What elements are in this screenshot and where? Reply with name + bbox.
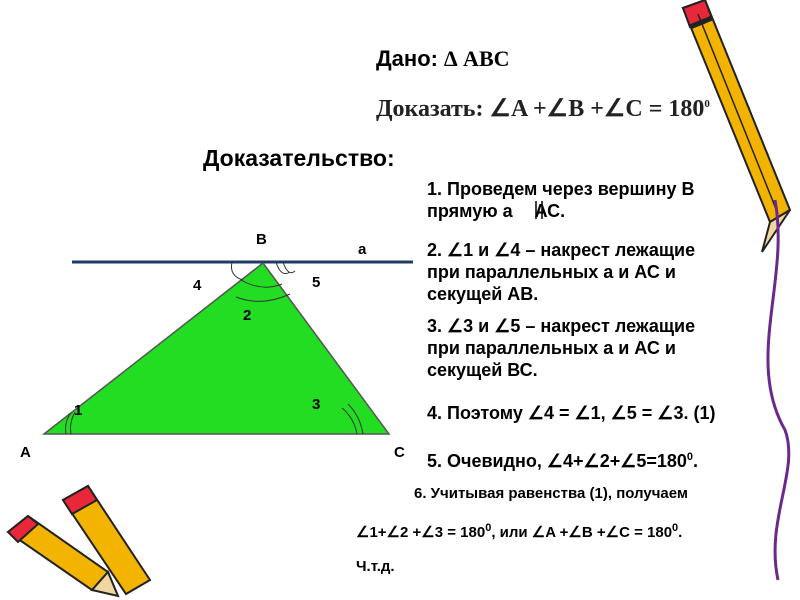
step-1-line-2b: АС. xyxy=(534,201,566,221)
step-4: 4. Поэтому ∠4 = ∠1, ∠5 = ∠3. (1) xyxy=(427,403,716,423)
vertex-c-label: С xyxy=(394,444,405,461)
step-5-end: . xyxy=(693,451,699,471)
step-6-sup-b: 0 xyxy=(672,522,679,534)
step-6-line-2 xyxy=(356,522,682,541)
step-5 xyxy=(427,446,698,472)
step-6-sup-a: 0 xyxy=(485,522,492,534)
angle-3-label: 3 xyxy=(312,396,321,413)
pencil-decoration-right xyxy=(683,0,790,580)
step-3-line-1: 3. ∠3 и ∠5 – накрест лежащие xyxy=(427,316,696,336)
step-3-line-3: секущей ВС. xyxy=(427,360,538,380)
step-1-line-1: 1. Проведем через вершину В xyxy=(427,179,695,199)
vertex-b-label: В xyxy=(256,231,267,248)
pencil-decoration-left xyxy=(8,486,150,596)
prove-value: ∠A +∠B +∠C = 180 xyxy=(489,96,705,122)
step-3-line-2: при параллельных а и АС и xyxy=(427,338,676,358)
qed-label: Ч.т.д. xyxy=(356,558,395,575)
step-6-line-1: 6. Учитывая равенства (1), получаем xyxy=(414,485,689,502)
prove-label: Доказать: xyxy=(376,96,484,122)
angle-4-label: 4 xyxy=(193,277,202,294)
step-5-sup: 0 xyxy=(686,451,694,463)
step-2-line-1: 2. ∠1 и ∠4 – накрест лежащие xyxy=(427,240,696,260)
angle-1-label: 1 xyxy=(74,402,83,419)
step-6-text-b: , или ∠A +∠B +∠C = 180 xyxy=(491,524,673,541)
angle-5-arc-b xyxy=(283,262,295,273)
given-value: ∆ ABC xyxy=(444,46,510,71)
step-6-text-a: ∠1+∠2 +∠3 = 180 xyxy=(356,524,486,541)
step-1-line-2a: прямую а xyxy=(427,201,513,221)
step-2-line-3: секущей АВ. xyxy=(427,284,539,304)
step-6-end: . xyxy=(678,524,683,541)
step-5-text: 5. Очевидно, ∠4+∠2+∠5=180 xyxy=(427,451,687,471)
triangle-abc xyxy=(44,263,389,434)
angle-2-label: 2 xyxy=(243,307,252,324)
step-1-line-2 xyxy=(427,200,565,222)
proof-heading: Доказательство: xyxy=(203,145,395,171)
angle-4-arc xyxy=(231,262,243,280)
line-a-label: а xyxy=(358,241,367,258)
step-2-line-2: при параллельных а и АС и xyxy=(427,262,676,282)
given-label: Дано: xyxy=(376,46,438,71)
vertex-a-label: А xyxy=(20,444,31,461)
angle-5-label: 5 xyxy=(312,274,321,291)
prove-sup: 0 xyxy=(704,98,710,110)
